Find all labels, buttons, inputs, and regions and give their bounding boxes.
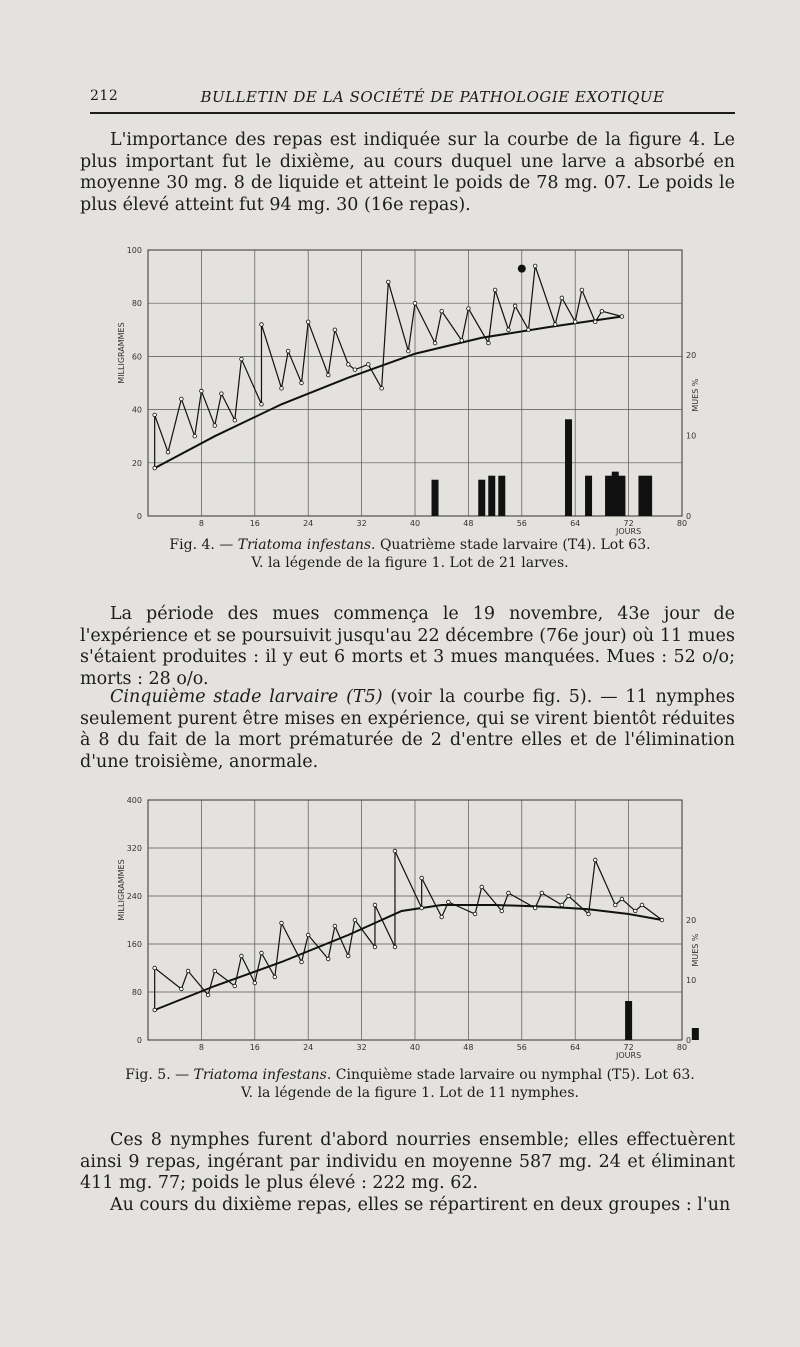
isolated-point bbox=[518, 265, 526, 273]
fig4-caption-line2: V. la légende de la figure 1. Lot de 21 larves. bbox=[251, 555, 569, 571]
meal-point bbox=[533, 264, 537, 268]
figure-4-svg bbox=[0, 240, 800, 540]
y-tick-label: 20 bbox=[131, 458, 142, 468]
meal-point bbox=[180, 397, 184, 401]
journal-title: BULLETIN DE LA SOCIÉTÉ DE PATHOLOGIE EXOTIQUE bbox=[200, 88, 665, 106]
meal-point bbox=[593, 320, 597, 324]
meal-sawtooth-line bbox=[155, 266, 622, 468]
meal-point bbox=[640, 903, 644, 907]
meal-point bbox=[286, 349, 290, 353]
meal-sawtooth-line bbox=[155, 851, 662, 1010]
mean-weight-curve bbox=[155, 317, 622, 469]
figure-5-svg bbox=[0, 790, 800, 1062]
meal-point bbox=[186, 969, 190, 973]
meal-point bbox=[413, 301, 417, 305]
meal-point bbox=[633, 909, 637, 913]
y-tick-label: 100 bbox=[126, 246, 142, 255]
meal-point bbox=[166, 450, 170, 454]
meal-point bbox=[300, 960, 304, 964]
meal-point bbox=[533, 906, 537, 910]
meal-point bbox=[373, 903, 377, 907]
y2-axis-label: MUES % bbox=[691, 933, 700, 967]
meal-point bbox=[346, 363, 350, 367]
y-tick-label: 80 bbox=[131, 988, 142, 997]
figure-5-chart bbox=[0, 790, 800, 1062]
meal-point bbox=[447, 900, 451, 904]
fig5-caption-prefix: Fig. 5. — bbox=[125, 1067, 194, 1083]
x-tick-label: 80 bbox=[676, 1043, 688, 1052]
mues-bar bbox=[625, 1001, 632, 1040]
x-tick-label: 40 bbox=[409, 519, 421, 528]
meal-point bbox=[487, 341, 491, 345]
meal-point bbox=[593, 858, 597, 862]
meal-point bbox=[260, 323, 264, 327]
x-tick-label: 64 bbox=[570, 1043, 581, 1052]
mues-bar bbox=[618, 476, 625, 516]
y2-tick-label: 0 bbox=[686, 1036, 692, 1045]
meal-point bbox=[580, 288, 584, 292]
meal-point bbox=[600, 309, 604, 313]
mues-bar bbox=[498, 476, 505, 516]
meal-point bbox=[346, 954, 350, 958]
x-tick-label: 8 bbox=[198, 519, 204, 528]
meal-point bbox=[280, 387, 284, 391]
fig5-caption-rest: . Cinquième stade larvaire ou nymphal (T5). Lot 63. bbox=[326, 1067, 695, 1083]
x-tick-label: 8 bbox=[198, 1043, 204, 1052]
y-axis-label: MILLIGRAMMES bbox=[117, 859, 126, 921]
meal-point bbox=[373, 945, 377, 949]
meal-point bbox=[540, 891, 544, 895]
meal-point bbox=[333, 328, 337, 332]
mues-bar bbox=[638, 476, 645, 516]
meal-point bbox=[280, 921, 284, 925]
x-tick-label: 72 bbox=[623, 519, 634, 528]
meal-point bbox=[213, 424, 217, 428]
x-axis-label: JOURS bbox=[616, 527, 642, 536]
mues-bar bbox=[612, 472, 619, 516]
y-tick-label: 60 bbox=[131, 352, 142, 362]
mean-weight-curve bbox=[155, 905, 662, 1010]
meal-point bbox=[407, 349, 411, 353]
x-tick-label: 40 bbox=[409, 1043, 421, 1052]
paragraph-4: Ces 8 nymphes furent d'abord nourries ensemble; elles effectuèrent ainsi 9 repas, ingérant par individu en moyenne 587 mg. 24 et éliminant 411 mg. 77; poids le plus élevé : 222 mg. 62. bbox=[80, 1130, 735, 1193]
meal-point bbox=[567, 894, 571, 898]
meal-point bbox=[507, 328, 511, 332]
page-number: 212 bbox=[90, 88, 119, 104]
y-tick-label: 0 bbox=[136, 512, 142, 521]
meal-point bbox=[420, 876, 424, 880]
meal-point bbox=[420, 906, 424, 910]
meal-point bbox=[180, 987, 184, 991]
fig5-caption-species: Triatoma infestans bbox=[193, 1067, 327, 1083]
meal-point bbox=[220, 392, 224, 396]
y-tick-label: 240 bbox=[126, 892, 142, 901]
meal-point bbox=[273, 975, 277, 979]
meal-point bbox=[527, 328, 531, 332]
y2-tick-label: 20 bbox=[686, 350, 697, 360]
meal-point bbox=[500, 909, 504, 913]
y2-tick-label: 10 bbox=[686, 431, 697, 441]
meal-point bbox=[493, 288, 497, 292]
meal-point bbox=[573, 320, 577, 324]
figure-5-caption bbox=[90, 1066, 730, 1102]
meal-point bbox=[440, 915, 444, 919]
mues-bar bbox=[585, 476, 592, 516]
meal-point bbox=[233, 418, 237, 422]
meal-point bbox=[353, 918, 357, 922]
mues-bar bbox=[605, 476, 612, 516]
y2-tick-label: 0 bbox=[686, 512, 692, 521]
meal-point bbox=[460, 339, 464, 343]
paragraph-3 bbox=[80, 687, 735, 773]
fig4-caption-species: Triatoma infestans bbox=[237, 537, 372, 553]
meal-point bbox=[480, 885, 484, 889]
meal-point bbox=[200, 389, 204, 393]
meal-point bbox=[560, 903, 564, 907]
meal-point bbox=[300, 381, 304, 385]
x-tick-label: 56 bbox=[516, 1043, 527, 1052]
meal-point bbox=[513, 304, 517, 308]
meal-point bbox=[433, 341, 437, 345]
meal-point bbox=[153, 966, 157, 970]
meal-point bbox=[240, 357, 244, 361]
y-axis-label: MILLIGRAMMES bbox=[117, 322, 126, 384]
meal-point bbox=[153, 466, 157, 470]
meal-point bbox=[326, 957, 330, 961]
meal-point bbox=[387, 280, 391, 284]
meal-point bbox=[393, 945, 397, 949]
mues-bar bbox=[432, 480, 439, 516]
x-tick-label: 80 bbox=[676, 519, 688, 528]
y2-tick-label: 10 bbox=[686, 976, 697, 985]
y-tick-label: 400 bbox=[126, 796, 142, 805]
meal-point bbox=[260, 951, 264, 955]
meal-point bbox=[153, 1008, 157, 1012]
x-tick-label: 64 bbox=[570, 519, 581, 528]
x-tick-label: 24 bbox=[303, 1043, 314, 1052]
x-tick-label: 32 bbox=[356, 1043, 367, 1052]
y-tick-label: 160 bbox=[126, 940, 142, 949]
y2-tick-label: 20 bbox=[686, 916, 697, 925]
paragraph-2: La période des mues commença le 19 novembre, 43e jour de l'expérience et se poursuivit jusqu'au 22 décembre (76e jour) où 11 mues s'étaient produites : il y eut 6 morts et 3 mues manquées. Mues : 52 o/o; morts : 28 o/o. bbox=[80, 604, 735, 689]
paragraph-3-text: (voir la courbe fig. 5). — 11 nymphes seulement purent être mises en expérience, qui se virent bientôt réduites à 8 du fait de la mort prématurée de 2 d'entre elles et de l'élimination d'une troisième, anormale. bbox=[80, 687, 736, 772]
mues-bar bbox=[645, 476, 652, 516]
meal-point bbox=[233, 984, 237, 988]
meal-point bbox=[613, 903, 617, 907]
meal-point bbox=[213, 969, 217, 973]
meal-point bbox=[467, 307, 471, 311]
meal-point bbox=[326, 373, 330, 377]
x-tick-label: 16 bbox=[249, 519, 260, 528]
x-tick-label: 48 bbox=[463, 519, 474, 528]
x-tick-label: 48 bbox=[463, 1043, 474, 1052]
mues-bar bbox=[565, 419, 572, 516]
fig4-caption-rest: . Quatrième stade larvaire (T4). Lot 63. bbox=[371, 537, 651, 553]
meal-point bbox=[253, 981, 257, 985]
section-title-t5: Cinquième stade larvaire (T5) bbox=[110, 687, 383, 707]
x-tick-label: 16 bbox=[249, 1043, 260, 1052]
fig5-caption-line2: V. la légende de la figure 1. Lot de 11 nymphes. bbox=[241, 1085, 579, 1101]
meal-point bbox=[306, 933, 310, 937]
mues-bar bbox=[692, 1028, 699, 1040]
x-tick-label: 72 bbox=[623, 1043, 634, 1052]
mues-bar bbox=[478, 480, 485, 516]
meal-point bbox=[240, 954, 244, 958]
y-tick-label: 80 bbox=[131, 299, 142, 309]
x-tick-label: 32 bbox=[356, 519, 367, 528]
meal-point bbox=[193, 434, 197, 438]
meal-point bbox=[393, 849, 397, 853]
meal-point bbox=[507, 891, 511, 895]
meal-point bbox=[366, 363, 370, 367]
x-tick-label: 56 bbox=[516, 519, 527, 528]
meal-point bbox=[660, 918, 664, 922]
y2-axis-label: MUES % bbox=[691, 378, 700, 412]
figure-4-caption bbox=[90, 536, 730, 572]
meal-point bbox=[260, 402, 264, 406]
paragraph-5: Au cours du dixième repas, elles se répartirent en deux groupes : l'un bbox=[110, 1195, 731, 1215]
meal-point bbox=[473, 912, 477, 916]
running-header bbox=[90, 88, 735, 114]
meal-point bbox=[620, 315, 624, 319]
mues-bar bbox=[488, 476, 495, 516]
meal-point bbox=[153, 413, 157, 417]
meal-point bbox=[620, 897, 624, 901]
y-tick-label: 320 bbox=[126, 844, 142, 853]
x-tick-label: 24 bbox=[303, 519, 314, 528]
meal-point bbox=[553, 323, 557, 327]
y-tick-label: 40 bbox=[131, 405, 142, 415]
fig4-caption-prefix: Fig. 4. — bbox=[169, 537, 238, 553]
meal-point bbox=[353, 368, 357, 372]
meal-point bbox=[380, 387, 384, 391]
meal-point bbox=[206, 993, 210, 997]
meal-point bbox=[440, 309, 444, 313]
x-axis-label: JOURS bbox=[616, 1051, 642, 1060]
figure-4-chart bbox=[0, 240, 800, 540]
y-tick-label: 0 bbox=[136, 1036, 142, 1045]
meal-point bbox=[587, 912, 591, 916]
paragraph-1: L'importance des repas est indiquée sur la courbe de la figure 4. Le plus important fut le dixième, au cours duquel une larve a absorbé en moyenne 30 mg. 8 de liquide et atteint le poids de 78 mg. 07. Le poids le plus élevé atteint fut 94 mg. 30 (16e repas). bbox=[80, 130, 735, 215]
meal-point bbox=[333, 924, 337, 928]
meal-point bbox=[560, 296, 564, 300]
meal-point bbox=[306, 320, 310, 324]
